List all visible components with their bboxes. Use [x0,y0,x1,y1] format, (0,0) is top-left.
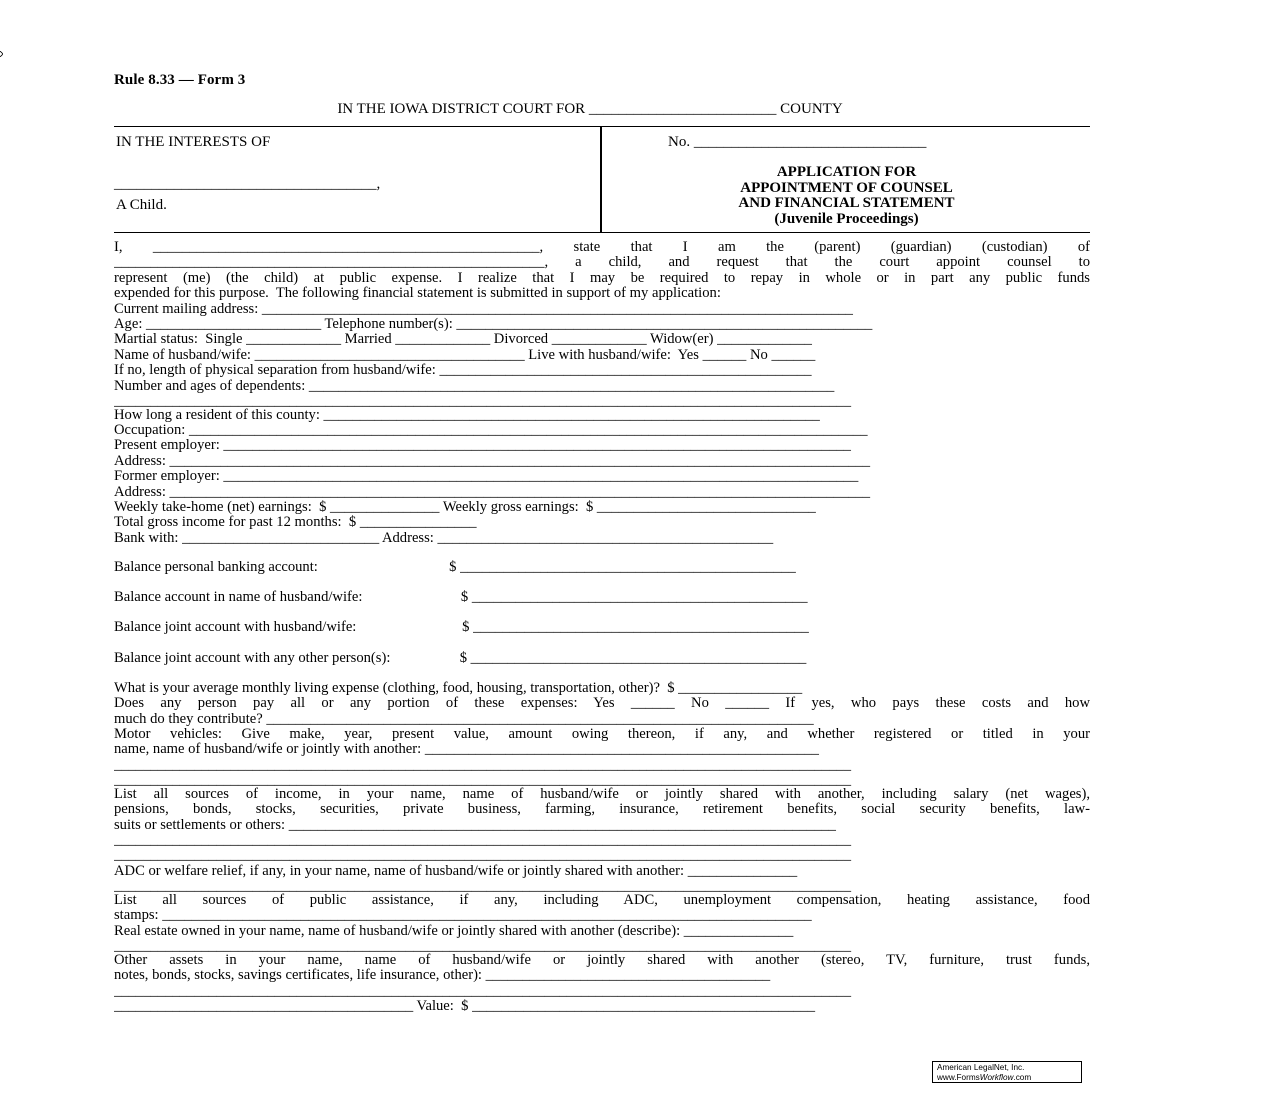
publisher-name: American LegalNet, Inc. [937,1063,1025,1072]
age-phone-field[interactable]: Age: ________________________ Telephone number(s): _________________________________________________________ [114,316,873,332]
separation-length-field[interactable]: If no, length of physical separation from husband/wife: ___________________________________________________ [114,363,812,379]
title-line: AND FINANCIAL STATEMENT [738,195,955,212]
motor-vehicles-continuation-field[interactable]: _____________________________________________________________________________________________________ [114,773,851,787]
income-sources-instruction: pensions, bonds, stocks, securities, private business, farming, insurance, retirement benefits, social security benefits, law- [114,802,1090,818]
court-heading-text: IN THE IOWA DISTRICT COURT FOR _________________________ COUNTY [337,101,843,117]
former-employer-field[interactable]: Former employer: _______________________________________________________________________________________ [114,469,859,485]
income-sources-instruction: List all sources of income, in your name, name of husband/wife or jointly shared with another, including salary (net wages), [114,786,1090,802]
title-line: (Juvenile Proceedings) [774,211,919,228]
court-heading [114,101,1090,118]
a-child-label: A Child. [116,197,167,213]
real-estate-field[interactable]: Real estate owned in your name, name of husband/wife or jointly shared with another (describe): _______________ [114,923,794,939]
annual-income-field[interactable]: Total gross income for past 12 months: $ ________________ [114,515,477,531]
spouse-name-field[interactable]: Name of husband/wife: _____________________________________ Live with husband/wife: Yes ______ No ______ [114,347,816,363]
monthly-expense-field[interactable]: What is your average monthly living expense (clothing, food, housing, transportation, other)? $ _________________ [114,680,803,696]
case-number-field[interactable]: No. _______________________________ [668,134,927,150]
personal-balance-field[interactable]: Balance personal banking account: $ ______________________________________________ [114,560,796,576]
blank-line [114,636,1090,651]
title-line: APPLICATION FOR [776,164,917,180]
dependents-continuation-field[interactable]: _____________________________________________________________________________________________________ [114,393,851,408]
present-employer-address-field[interactable]: Address: ________________________________________________________________________________________________ [114,453,871,469]
marital-status-field[interactable]: Martial status: Single _____________ Married _____________ Divorced _____________ Widow(er) _____________ [114,332,812,348]
contribution-field[interactable]: much do they contribute? ___________________________________________________________________________ [114,711,814,727]
mailing-address-field[interactable]: Current mailing address: _________________________________________________________________________________ [114,301,853,317]
rule-form-number: Rule 8.33 — Form 3 [114,72,246,88]
spouse-balance-field[interactable]: Balance account in name of husband/wife: $ ______________________________________________ [114,590,808,606]
welfare-relief-field[interactable]: ADC or welfare relief, if any, in your name, name of husband/wife or jointly shared with another: _______________ [114,863,798,879]
public-assistance-instruction: List all sources of public assistance, if any, including ADC, unemployment compensation, heating assistance, food [114,893,1090,909]
expense-payer-field[interactable]: Does any person pay all or any portion of these expenses: Yes ______ No ______ If yes, who pays these costs and how [114,696,1090,712]
blank-line [114,666,1090,681]
motor-vehicles-continuation-field[interactable]: _____________________________________________________________________________________________________ [114,757,851,773]
caption-top-rule [114,126,1090,127]
motor-vehicles-field[interactable]: name, name of husband/wife or jointly with another: ______________________________________________________ [114,742,819,758]
title-line: APPOINTMENT OF COUNSEL [740,179,953,196]
present-employer-field[interactable]: Present employer: ______________________________________________________________________________________ [114,438,851,454]
other-assets-instruction: Other assets in your name, name of husband/wife or jointly shared with another (stereo, TV, furniture, trust funds, [114,953,1090,969]
motor-vehicles-instruction: Motor vehicles: Give make, year, present value, amount owing thereon, if any, and whether registered or titled in your [114,726,1090,742]
publisher-url[interactable]: www.FormsWorkflow.com [937,1073,1032,1082]
application-body [114,240,1090,1015]
former-employer-address-field[interactable]: Address: ________________________________________________________________________________________________ [114,484,871,500]
other-assets-field[interactable]: notes, bonds, stocks, savings certificates, life insurance, other): _______________________________________ [114,968,771,984]
occupation-field[interactable]: Occupation: _____________________________________________________________________________________________ [114,423,868,439]
income-sources-continuation-field[interactable]: _____________________________________________________________________________________________________ [114,833,851,849]
blank-line [114,575,1090,590]
bank-field[interactable]: Bank with: ___________________________ Address: ______________________________________________ [114,530,774,546]
public-assistance-field[interactable]: stamps: _________________________________________________________________________________________ [114,908,812,924]
joint-spouse-balance-field[interactable]: Balance joint account with husband/wife: $ ______________________________________________ [114,620,809,636]
applicant-statement-line[interactable]: I, _____________________________________________________, state that I am the (parent) (guardian) (custodian) of [114,240,1090,255]
interests-of-label: IN THE INTERESTS OF [116,134,271,150]
income-sources-field[interactable]: suits or settlements or others: ___________________________________________________________________________ [114,817,836,833]
blank-line [114,546,1090,560]
publisher-footer [932,1061,1082,1083]
dependents-field[interactable]: Number and ages of dependents: ________________________________________________________________________ [114,378,835,394]
income-sources-continuation-field[interactable]: _____________________________________________________________________________________________________ [114,848,851,864]
form-title [603,165,1090,228]
child-request-line[interactable]: ___________________________________________________________, a child, and request that the court appoint counsel to [114,255,1090,271]
weekly-earnings-field[interactable]: Weekly take-home (net) earnings: $ _______________ Weekly gross earnings: $ ______________________________ [114,500,816,516]
joint-other-balance-field[interactable]: Balance joint account with any other person(s): $ ______________________________________________ [114,650,807,666]
residency-field[interactable]: How long a resident of this county: ____________________________________________________________________ [114,407,820,423]
welfare-relief-continuation-field[interactable]: _____________________________________________________________________________________________________ [114,879,851,894]
blank-line [114,606,1090,621]
repayment-notice-line: represent (me) (the child) at public expense. I realize that I may be required to repay in whole or in part any public funds [114,270,1090,286]
page-corner-mark [0,44,3,50]
child-name-field[interactable]: ___________________________________, [114,176,381,192]
caption-bottom-rule [114,232,1090,233]
other-assets-continuation-field[interactable]: _____________________________________________________________________________________________________ [114,983,851,999]
other-assets-value-field[interactable]: _________________________________________ Value: $ _______________________________________________ [114,999,816,1015]
support-notice-line: expended for this purpose. The following financial statement is submitted in support of my application: [114,286,721,302]
real-estate-continuation-field[interactable]: _____________________________________________________________________________________________________ [114,939,851,954]
caption-divider [600,127,602,233]
